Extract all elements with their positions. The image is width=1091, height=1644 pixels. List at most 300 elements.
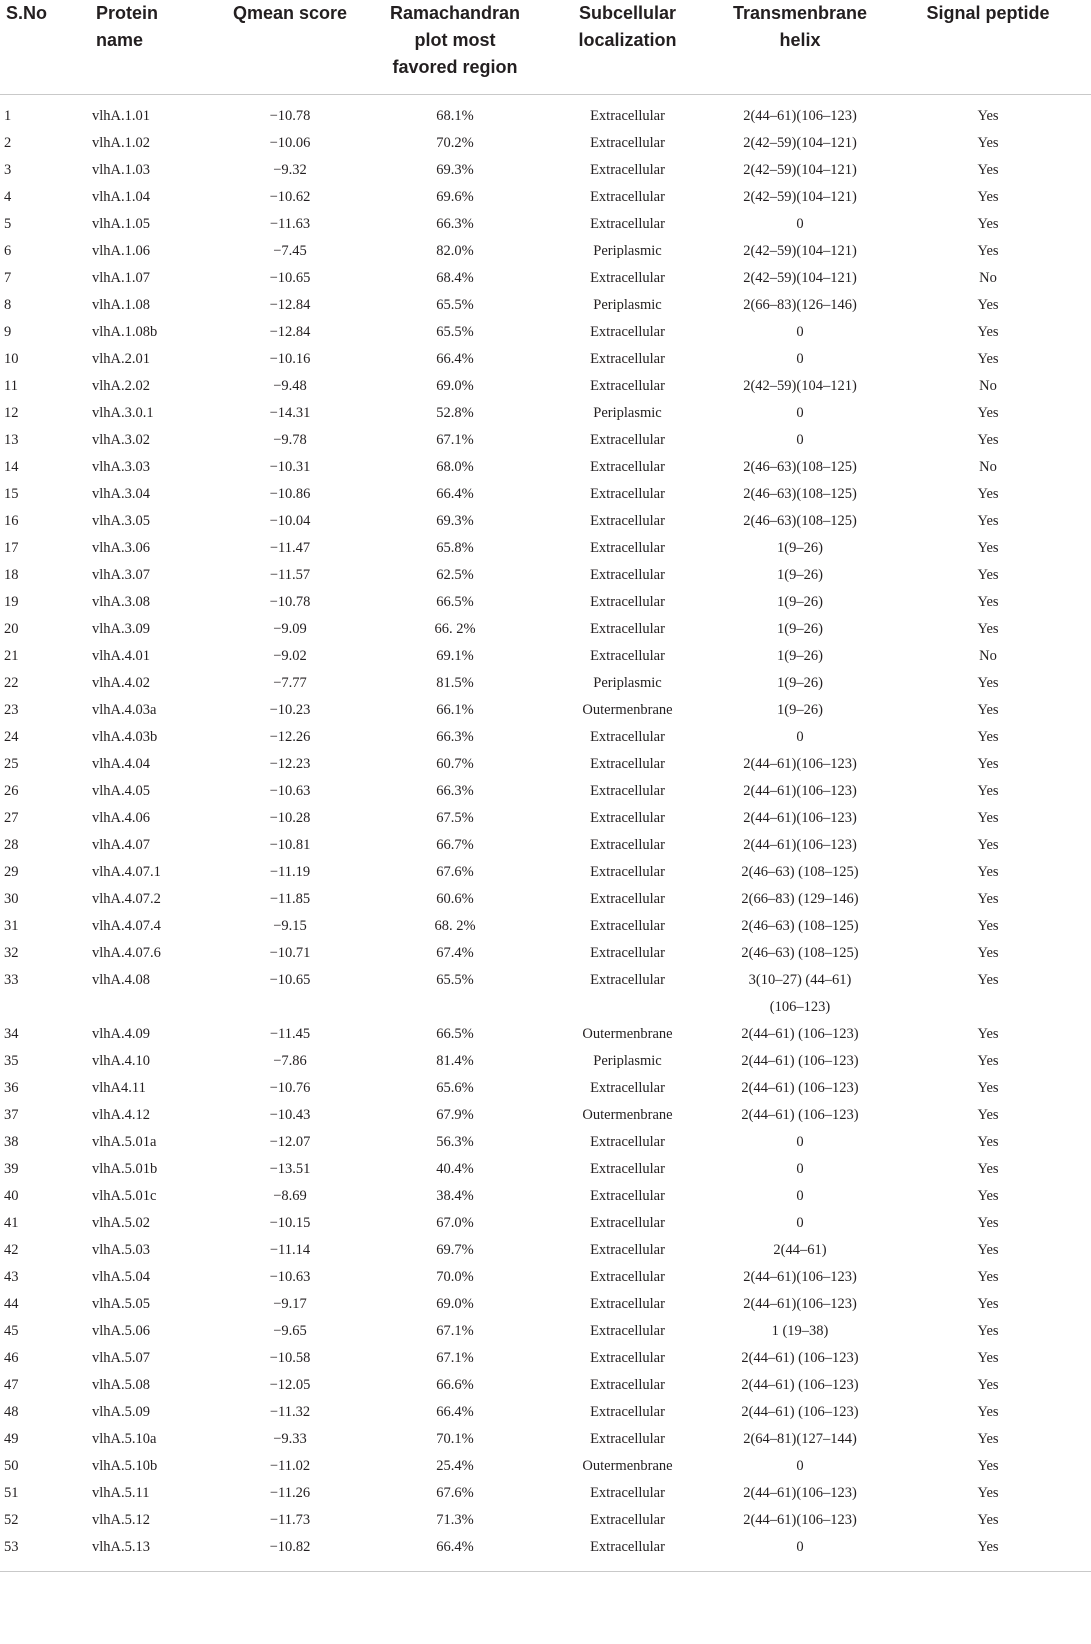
cell-subcellular-localization: Extracellular <box>590 216 665 232</box>
cell-subcellular-localization: Extracellular <box>590 1377 665 1393</box>
cell-transmembrane-helix: 2(44–61) (106–123) <box>741 1026 859 1042</box>
cell-protein-name: vlhA.5.10b <box>92 1458 158 1474</box>
cell-sno: 35 <box>4 1053 19 1069</box>
cell-transmembrane-helix: 2(44–61)(106–123) <box>743 1296 857 1312</box>
cell-sno: 38 <box>4 1134 19 1150</box>
table-row <box>0 319 1091 346</box>
cell-signal-peptide: Yes <box>977 1080 999 1096</box>
cell-transmembrane-helix: 1(9–26) <box>777 540 823 556</box>
cell-signal-peptide: Yes <box>977 324 999 340</box>
cell-protein-name: vlhA.4.09 <box>92 1026 150 1042</box>
cell-signal-peptide: Yes <box>977 513 999 529</box>
cell-qmean-score: −10.78 <box>269 108 311 124</box>
cell-sno: 3 <box>4 162 12 178</box>
cell-transmembrane-helix: 3(10–27) (44–61) (106–123) <box>748 972 852 1015</box>
table-row <box>0 1048 1091 1075</box>
cell-sno: 39 <box>4 1161 19 1177</box>
cell-sno: 36 <box>4 1080 19 1096</box>
cell-ramachandran: 38.4% <box>436 1188 474 1204</box>
cell-ramachandran: 66. 2% <box>434 621 476 637</box>
cell-qmean-score: −10.23 <box>269 702 311 718</box>
cell-subcellular-localization: Extracellular <box>590 1323 665 1339</box>
cell-ramachandran: 66.5% <box>436 1026 474 1042</box>
cell-transmembrane-helix: 0 <box>796 1215 804 1231</box>
table-row <box>0 1399 1091 1426</box>
cell-signal-peptide: Yes <box>977 729 999 745</box>
cell-signal-peptide: Yes <box>977 1377 999 1393</box>
cell-protein-name: vlhA.5.05 <box>92 1296 150 1312</box>
cell-ramachandran: 60.7% <box>436 756 474 772</box>
cell-sno: 47 <box>4 1377 19 1393</box>
cell-ramachandran: 66.3% <box>436 783 474 799</box>
cell-transmembrane-helix: 2(46–63) (108–125) <box>741 945 859 961</box>
cell-ramachandran: 69.0% <box>436 378 474 394</box>
cell-sno: 11 <box>4 378 18 394</box>
cell-transmembrane-helix: 2(42–59)(104–121) <box>743 189 857 205</box>
cell-sno: 17 <box>4 540 19 556</box>
cell-protein-name: vlhA.4.03b <box>92 729 158 745</box>
cell-qmean-score: −10.86 <box>269 486 311 502</box>
cell-protein-name: vlhA.4.02 <box>92 675 150 691</box>
cell-protein-name: vlhA.5.13 <box>90 1534 210 1572</box>
table-row <box>0 427 1091 454</box>
cell-subcellular-localization: Extracellular <box>590 1080 665 1096</box>
cell-qmean-score: −10.63 <box>269 1269 311 1285</box>
cell-protein-name: vlhA.3.07 <box>92 567 150 583</box>
cell-transmembrane-helix: 2(66–83)(126–146) <box>743 297 857 313</box>
cell-protein-name: vlhA.4.07.2 <box>92 891 161 907</box>
cell-qmean-score: −9.78 <box>273 432 307 448</box>
cell-qmean-score: −10.82 <box>210 1534 370 1572</box>
cell-ramachandran: 65.6% <box>436 1080 474 1096</box>
cell-protein-name: vlhA.3.09 <box>92 621 150 637</box>
cell-protein-name: vlhA.5.04 <box>92 1269 150 1285</box>
cell-qmean-score: −10.58 <box>269 1350 311 1366</box>
cell-transmembrane-helix: 2(66–83) (129–146) <box>741 891 859 907</box>
table-row <box>0 697 1091 724</box>
cell-protein-name: vlhA.4.10 <box>92 1053 150 1069</box>
cell-signal-peptide: Yes <box>977 810 999 826</box>
table-row <box>0 265 1091 292</box>
cell-ramachandran: 67.1% <box>436 1350 474 1366</box>
cell-ramachandran: 67.1% <box>436 432 474 448</box>
cell-protein-name: vlhA.5.09 <box>92 1404 150 1420</box>
cell-subcellular-localization: Outermenbrane <box>582 1458 673 1474</box>
cell-sno: 15 <box>4 486 19 502</box>
cell-transmembrane-helix: 1(9–26) <box>777 648 823 664</box>
table-row <box>0 562 1091 589</box>
cell-transmembrane-helix: 1 (19–38) <box>771 1323 829 1339</box>
cell-subcellular-localization: Periplasmic <box>593 1053 662 1069</box>
table-row <box>0 292 1091 319</box>
cell-ramachandran: 71.3% <box>436 1512 474 1528</box>
cell-sno: 9 <box>4 324 12 340</box>
cell-ramachandran: 70.2% <box>436 135 474 151</box>
cell-sno: 28 <box>4 837 19 853</box>
cell-qmean-score: −12.84 <box>269 297 311 313</box>
cell-qmean-score: −10.62 <box>269 189 311 205</box>
cell-signal-peptide: Yes <box>977 918 999 934</box>
cell-sno: 12 <box>4 405 19 421</box>
cell-subcellular-localization: Outermenbrane <box>582 1026 673 1042</box>
cell-qmean-score: −10.15 <box>269 1215 311 1231</box>
cell-signal-peptide: Yes <box>977 1107 999 1123</box>
table-body <box>0 95 1091 1572</box>
cell-sno: 42 <box>4 1242 19 1258</box>
cell-transmembrane-helix: 1(9–26) <box>777 621 823 637</box>
cell-transmembrane-helix: 0 <box>796 351 804 367</box>
cell-sno: 37 <box>4 1107 19 1123</box>
cell-subcellular-localization: Extracellular <box>590 648 665 664</box>
cell-protein-name: vlhA.1.05 <box>92 216 150 232</box>
cell-qmean-score: −11.45 <box>269 1026 311 1042</box>
cell-subcellular-localization: Extracellular <box>590 108 665 124</box>
cell-qmean-score: −12.07 <box>269 1134 311 1150</box>
cell-subcellular-localization: Extracellular <box>590 540 665 556</box>
table-row <box>0 95 1091 131</box>
cell-protein-name: vlhA.1.08 <box>92 297 150 313</box>
cell-ramachandran: 69.3% <box>436 513 474 529</box>
table-row <box>0 346 1091 373</box>
cell-subcellular-localization: Extracellular <box>590 1350 665 1366</box>
cell-subcellular-localization: Extracellular <box>590 1188 665 1204</box>
cell-subcellular-localization: Extracellular <box>590 1134 665 1150</box>
cell-protein-name: vlhA.3.0.1 <box>92 405 154 421</box>
cell-protein-name: vlhA.3.04 <box>92 486 150 502</box>
header-transmembrane-helix: Transmenbrane helix <box>715 0 885 95</box>
cell-transmembrane-helix: 2(44–61)(106–123) <box>743 810 857 826</box>
cell-sno: 45 <box>4 1323 19 1339</box>
cell-protein-name: vlhA.2.01 <box>92 351 150 367</box>
cell-qmean-score: −11.26 <box>269 1485 311 1501</box>
cell-protein-name: vlhA.1.03 <box>92 162 150 178</box>
cell-subcellular-localization: Extracellular <box>590 1485 665 1501</box>
table-row <box>0 1291 1091 1318</box>
cell-sno: 40 <box>4 1188 19 1204</box>
cell-sno: 32 <box>4 945 19 961</box>
table-row <box>0 481 1091 508</box>
cell-transmembrane-helix: 0 <box>796 1161 804 1177</box>
cell-transmembrane-helix: 2(44–61)(106–123) <box>743 1512 857 1528</box>
table-row <box>0 508 1091 535</box>
cell-transmembrane-helix: 2(44–61) (106–123) <box>741 1404 859 1420</box>
cell-protein-name: vlhA.4.01 <box>92 648 150 664</box>
cell-qmean-score: −10.43 <box>269 1107 311 1123</box>
cell-protein-name: vlhA.2.02 <box>92 378 150 394</box>
cell-signal-peptide: Yes <box>977 756 999 772</box>
cell-ramachandran: 69.6% <box>436 189 474 205</box>
cell-protein-name: vlhA.4.06 <box>92 810 150 826</box>
cell-subcellular-localization: Extracellular <box>590 621 665 637</box>
table-row <box>0 778 1091 805</box>
cell-signal-peptide: Yes <box>977 972 999 988</box>
cell-sno: 22 <box>4 675 19 691</box>
cell-subcellular-localization: Extracellular <box>590 891 665 907</box>
cell-transmembrane-helix: 2(46–63)(108–125) <box>743 513 857 529</box>
cell-subcellular-localization: Extracellular <box>590 486 665 502</box>
cell-protein-name: vlhA.5.01b <box>92 1161 158 1177</box>
table-row <box>0 130 1091 157</box>
cell-sno: 14 <box>4 459 19 475</box>
cell-subcellular-localization: Extracellular <box>590 756 665 772</box>
table-row <box>0 940 1091 967</box>
cell-protein-name: vlhA.3.02 <box>92 432 150 448</box>
cell-ramachandran: 67.6% <box>436 1485 474 1501</box>
cell-protein-name: vlhA.5.01a <box>92 1134 157 1150</box>
table-row <box>0 886 1091 913</box>
cell-ramachandran: 67.4% <box>436 945 474 961</box>
cell-transmembrane-helix: 2(46–63) (108–125) <box>741 918 859 934</box>
cell-protein-name: vlhA.4.04 <box>92 756 150 772</box>
table-row <box>0 238 1091 265</box>
cell-signal-peptide: Yes <box>977 162 999 178</box>
cell-qmean-score: −10.65 <box>269 270 311 286</box>
cell-subcellular-localization: Extracellular <box>590 594 665 610</box>
cell-ramachandran: 70.0% <box>436 1269 474 1285</box>
cell-subcellular-localization: Extracellular <box>590 810 665 826</box>
cell-ramachandran: 66.1% <box>436 702 474 718</box>
table-row <box>0 1426 1091 1453</box>
cell-qmean-score: −7.45 <box>273 243 307 259</box>
cell-protein-name: vlhA.4.07.1 <box>92 864 161 880</box>
cell-sno: 29 <box>4 864 19 880</box>
cell-subcellular-localization: Extracellular <box>590 1431 665 1447</box>
cell-signal-peptide: Yes <box>977 1296 999 1312</box>
cell-qmean-score: −12.05 <box>269 1377 311 1393</box>
table-row <box>0 670 1091 697</box>
cell-qmean-score: −10.16 <box>269 351 311 367</box>
cell-subcellular-localization: Extracellular <box>590 351 665 367</box>
cell-ramachandran: 67.1% <box>436 1323 474 1339</box>
cell-transmembrane-helix: 2(44–61) <box>773 1242 827 1258</box>
cell-signal-peptide: Yes <box>977 1053 999 1069</box>
cell-subcellular-localization: Periplasmic <box>593 405 662 421</box>
cell-signal-peptide: Yes <box>977 135 999 151</box>
cell-signal-peptide: Yes <box>977 837 999 853</box>
cell-sno: 5 <box>4 216 12 232</box>
cell-subcellular-localization: Extracellular <box>590 1242 665 1258</box>
cell-ramachandran: 66.3% <box>436 729 474 745</box>
cell-transmembrane-helix: 1(9–26) <box>777 567 823 583</box>
cell-sno: 33 <box>4 972 19 988</box>
cell-ramachandran: 66.4% <box>436 1404 474 1420</box>
cell-qmean-score: −9.09 <box>273 621 307 637</box>
cell-transmembrane-helix: 0 <box>796 216 804 232</box>
cell-ramachandran: 66.5% <box>436 594 474 610</box>
header-row <box>0 0 1091 95</box>
cell-signal-peptide: Yes <box>977 1269 999 1285</box>
cell-signal-peptide: Yes <box>977 1242 999 1258</box>
cell-sno: 26 <box>4 783 19 799</box>
cell-sno: 19 <box>4 594 19 610</box>
cell-protein-name: vlhA.3.06 <box>92 540 150 556</box>
cell-ramachandran: 65.5% <box>436 324 474 340</box>
cell-protein-name: vlhA.5.10a <box>92 1431 157 1447</box>
table-row <box>0 967 1091 1021</box>
header-protein-name: Protein name <box>90 0 210 95</box>
cell-qmean-score: −11.73 <box>269 1512 311 1528</box>
cell-subcellular-localization: Periplasmic <box>593 675 662 691</box>
cell-signal-peptide: No <box>979 459 997 475</box>
cell-ramachandran: 68.4% <box>436 270 474 286</box>
cell-signal-peptide: Yes <box>977 891 999 907</box>
header-qmean-score: Qmean score <box>210 0 370 95</box>
cell-transmembrane-helix: 2(42–59)(104–121) <box>743 243 857 259</box>
cell-transmembrane-helix: 2(44–61) (106–123) <box>741 1053 859 1069</box>
cell-qmean-score: −11.02 <box>269 1458 311 1474</box>
cell-qmean-score: −10.81 <box>269 837 311 853</box>
table-row <box>0 805 1091 832</box>
cell-subcellular-localization: Extracellular <box>590 189 665 205</box>
cell-protein-name: vlhA.1.07 <box>92 270 150 286</box>
cell-ramachandran: 66.4% <box>436 351 474 367</box>
table-row <box>0 589 1091 616</box>
cell-qmean-score: −11.57 <box>269 567 311 583</box>
cell-ramachandran: 67.5% <box>436 810 474 826</box>
cell-sno: 20 <box>4 621 19 637</box>
cell-qmean-score: −8.69 <box>273 1188 307 1204</box>
cell-ramachandran: 66.6% <box>436 1377 474 1393</box>
cell-subcellular-localization: Extracellular <box>590 1296 665 1312</box>
cell-subcellular-localization: Extracellular <box>590 513 665 529</box>
cell-protein-name: vlhA.5.06 <box>92 1323 150 1339</box>
cell-protein-name: vlhA.1.08b <box>92 324 158 340</box>
cell-sno: 44 <box>4 1296 19 1312</box>
cell-ramachandran: 66.3% <box>436 216 474 232</box>
cell-ramachandran: 62.5% <box>436 567 474 583</box>
cell-signal-peptide: Yes <box>977 486 999 502</box>
cell-sno: 50 <box>4 1458 19 1474</box>
cell-ramachandran: 69.7% <box>436 1242 474 1258</box>
table-row <box>0 643 1091 670</box>
cell-subcellular-localization: Extracellular <box>590 729 665 745</box>
cell-signal-peptide: Yes <box>977 108 999 124</box>
cell-sno: 8 <box>4 297 12 313</box>
cell-protein-name: vlhA.1.06 <box>92 243 150 259</box>
cell-protein-name: vlhA.4.08 <box>92 972 150 988</box>
table-row <box>0 1075 1091 1102</box>
cell-subcellular-localization: Extracellular <box>590 324 665 340</box>
cell-protein-name: vlhA.4.03a <box>92 702 157 718</box>
cell-qmean-score: −11.14 <box>269 1242 311 1258</box>
cell-protein-name: vlhA.5.12 <box>92 1512 150 1528</box>
cell-sno: 16 <box>4 513 19 529</box>
cell-signal-peptide: Yes <box>885 1534 1091 1572</box>
cell-qmean-score: −10.71 <box>269 945 311 961</box>
cell-transmembrane-helix: 2(42–59)(104–121) <box>743 270 857 286</box>
cell-qmean-score: −10.78 <box>269 594 311 610</box>
cell-sno: 34 <box>4 1026 19 1042</box>
cell-transmembrane-helix: 2(46–63)(108–125) <box>743 486 857 502</box>
table-row <box>0 1210 1091 1237</box>
cell-sno: 30 <box>4 891 19 907</box>
cell-subcellular-localization: Periplasmic <box>593 297 662 313</box>
cell-subcellular-localization: Extracellular <box>590 270 665 286</box>
cell-qmean-score: −9.48 <box>273 378 307 394</box>
cell-ramachandran: 81.4% <box>436 1053 474 1069</box>
cell-protein-name: vlhA.4.07.4 <box>92 918 161 934</box>
cell-sno: 21 <box>4 648 19 664</box>
cell-protein-name: vlhA.1.02 <box>92 135 150 151</box>
cell-signal-peptide: Yes <box>977 1350 999 1366</box>
cell-transmembrane-helix: 2(46–63)(108–125) <box>743 459 857 475</box>
cell-sno: 52 <box>4 1512 19 1528</box>
cell-signal-peptide: Yes <box>977 1404 999 1420</box>
table-row <box>0 1318 1091 1345</box>
cell-subcellular-localization: Extracellular <box>590 1512 665 1528</box>
table-row <box>0 913 1091 940</box>
cell-sno: 46 <box>4 1350 19 1366</box>
cell-qmean-score: −14.31 <box>269 405 311 421</box>
cell-qmean-score: −10.76 <box>269 1080 311 1096</box>
cell-qmean-score: −11.63 <box>269 216 311 232</box>
cell-subcellular-localization: Extracellular <box>590 783 665 799</box>
cell-ramachandran: 52.8% <box>436 405 474 421</box>
cell-ramachandran: 69.3% <box>436 162 474 178</box>
table-row <box>0 184 1091 211</box>
cell-ramachandran: 65.8% <box>436 540 474 556</box>
cell-subcellular-localization: Extracellular <box>590 1215 665 1231</box>
cell-transmembrane-helix: 0 <box>796 1188 804 1204</box>
cell-signal-peptide: Yes <box>977 1026 999 1042</box>
cell-protein-name: vlhA.1.01 <box>92 108 150 124</box>
cell-ramachandran: 66.4% <box>370 1534 540 1572</box>
cell-subcellular-localization: Extracellular <box>590 972 665 988</box>
cell-signal-peptide: Yes <box>977 216 999 232</box>
cell-sno: 31 <box>4 918 19 934</box>
header-signal-peptide: Signal peptide <box>885 0 1091 95</box>
cell-signal-peptide: Yes <box>977 432 999 448</box>
cell-subcellular-localization: Extracellular <box>590 432 665 448</box>
header-ramachandran: Ramachandran plot most favored region <box>370 0 540 95</box>
table-row <box>0 724 1091 751</box>
cell-transmembrane-helix: 2(44–61)(106–123) <box>743 1485 857 1501</box>
header-subcellular-localization: Subcellular localization <box>540 0 715 95</box>
cell-ramachandran: 56.3% <box>436 1134 474 1150</box>
cell-sno: 48 <box>4 1404 19 1420</box>
cell-transmembrane-helix: 1(9–26) <box>777 675 823 691</box>
cell-ramachandran: 81.5% <box>436 675 474 691</box>
header-sno: S.No <box>0 0 90 95</box>
cell-sno: 13 <box>4 432 19 448</box>
cell-protein-name: vlhA.3.05 <box>92 513 150 529</box>
cell-sno: 24 <box>4 729 19 745</box>
cell-qmean-score: −10.04 <box>269 513 311 529</box>
cell-sno: 43 <box>4 1269 19 1285</box>
cell-subcellular-localization: Extracellular <box>590 1161 665 1177</box>
table-row <box>0 751 1091 778</box>
cell-qmean-score: −11.85 <box>269 891 311 907</box>
cell-signal-peptide: Yes <box>977 405 999 421</box>
table-row <box>0 1480 1091 1507</box>
cell-qmean-score: −12.84 <box>269 324 311 340</box>
cell-transmembrane-helix: 0 <box>796 1134 804 1150</box>
cell-protein-name: vlhA.3.08 <box>92 594 150 610</box>
cell-qmean-score: −10.31 <box>269 459 311 475</box>
cell-signal-peptide: Yes <box>977 864 999 880</box>
table-row <box>0 1021 1091 1048</box>
cell-sno: 2 <box>4 135 12 151</box>
table-row <box>0 211 1091 238</box>
cell-sno: 1 <box>4 108 12 124</box>
cell-sno: 4 <box>4 189 12 205</box>
cell-signal-peptide: Yes <box>977 621 999 637</box>
cell-sno: 25 <box>4 756 19 772</box>
cell-signal-peptide: Yes <box>977 1431 999 1447</box>
cell-transmembrane-helix: 0 <box>796 729 804 745</box>
cell-protein-name: vlhA.4.12 <box>92 1107 150 1123</box>
cell-ramachandran: 66.7% <box>436 837 474 853</box>
